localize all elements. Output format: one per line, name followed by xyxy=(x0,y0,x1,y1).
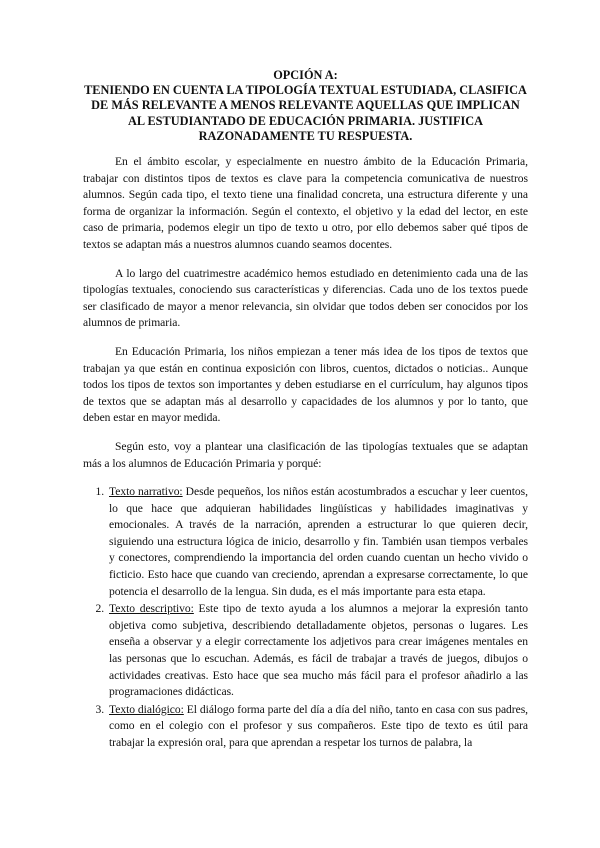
document-page xyxy=(83,68,528,753)
paragraph-primaria: En Educación Primaria, los niños empiezan a tener más idea de los tipos de textos que trabajan ya que están en continua exposición con libros, cuentos, dictados o noticias.. Aunque todos los tipos de textos son importantes y deben estudiarse en el currículum, hay algunos tipos de textos que se adaptan más al desarrollo y capacidades de los alumnos y por lo tanto, que deben estar en mayor medida. xyxy=(83,344,528,425)
list-item-title: Texto narrativo: xyxy=(109,485,183,499)
question-statement: TENIENDO EN CUENTA LA TIPOLOGÍA TEXTUAL ESTUDIADA, CLASIFICA DE MÁS RELEVANTE A MENOS RELEVANTE AQUELLAS QUE IMPLICAN AL ESTUDIANTADO DE EDUCACIÓN PRIMARIA. JUSTIFICA RAZONADAMENTE TU RESPUESTA. xyxy=(84,83,527,143)
list-item xyxy=(107,702,528,752)
text-types-list xyxy=(83,484,528,752)
list-item-text: Desde pequeños, los niños están acostumbrados a escuchar y leer cuentos, lo que hace que adquieran habilidades lingüísticas y habilidades imaginativas y emocionales. A través de la narración, aprenden a estructurar lo que quieren decir, siguiendo una estructura lógica de inicio, desarrollo y fin. También usan tiempos verbales y conectores, comprendiendo la importancia del orden cuando cuentan un hecho vivido o ficticio. Esto hace que cuando van creciendo, aprendan a expresarse correctamente, lo que potencia el desarrollo de la lengua. Sin duda, es el más importante para esta etapa. xyxy=(109,485,528,598)
list-item xyxy=(107,601,528,701)
list-item-text: Este tipo de texto ayuda a los alumnos a mejorar la expresión tanto objetiva como subjetiva, describiendo detalladamente objetos, personas o lugares. Les enseña a observar y a elegir correctamente los adjetivos para crear imágenes mentales en las personas que lo escuchan. Además, es fácil de trabajar a través de juegos, dibujos o actividades creativas. Esto hace que sea mucho más fácil para el profesor añadirlo a las programaciones didácticas. xyxy=(109,602,528,699)
list-item-text: El diálogo forma parte del día a día del niño, tanto en casa con sus padres, como en el colegio con el profesor y sus compañeros. Este tipo de texto es útil para trabajar la expresión oral, para que aprendan a respetar los turnos de palabra, la xyxy=(109,702,529,750)
list-item-title: Texto dialógico: xyxy=(109,702,184,716)
list-item-title: Texto descriptivo: xyxy=(109,602,194,616)
paragraph-clasificacion: Según esto, voy a plantear una clasificación de las tipologías textuales que se adaptan más a los alumnos de Educación Primaria y porqué: xyxy=(83,439,528,470)
document-heading xyxy=(83,68,528,144)
paragraph-cuatrimestre: A lo largo del cuatrimestre académico hemos estudiado en detenimiento cada una de las tipologías textuales, conociendo sus características y diferencias. Cada uno de los textos puede ser clasificado de mayor a menor relevancia, sin olvidar que todos deben ser conocidos por los alumnos de primaria. xyxy=(83,266,528,330)
list-item xyxy=(107,484,528,600)
paragraph-intro: En el ámbito escolar, y especialmente en nuestro ámbito de la Educación Primaria, trabajar con distintos tipos de textos es clave para la competencia comunicativa de nuestros alumnos. Según cada tipo, el texto tiene una finalidad concreta, una estructura diferente y una forma de organizar la información. Según el contexto, el objetivo y la edad del lector, en este caso de primaria, podemos elegir un tipo de texto u otro, por ello debemos saber qué tipos de textos se adaptan más a nuestros alumnos cuando seamos docentes. xyxy=(83,155,528,251)
option-title: OPCIÓN A: xyxy=(273,68,338,82)
